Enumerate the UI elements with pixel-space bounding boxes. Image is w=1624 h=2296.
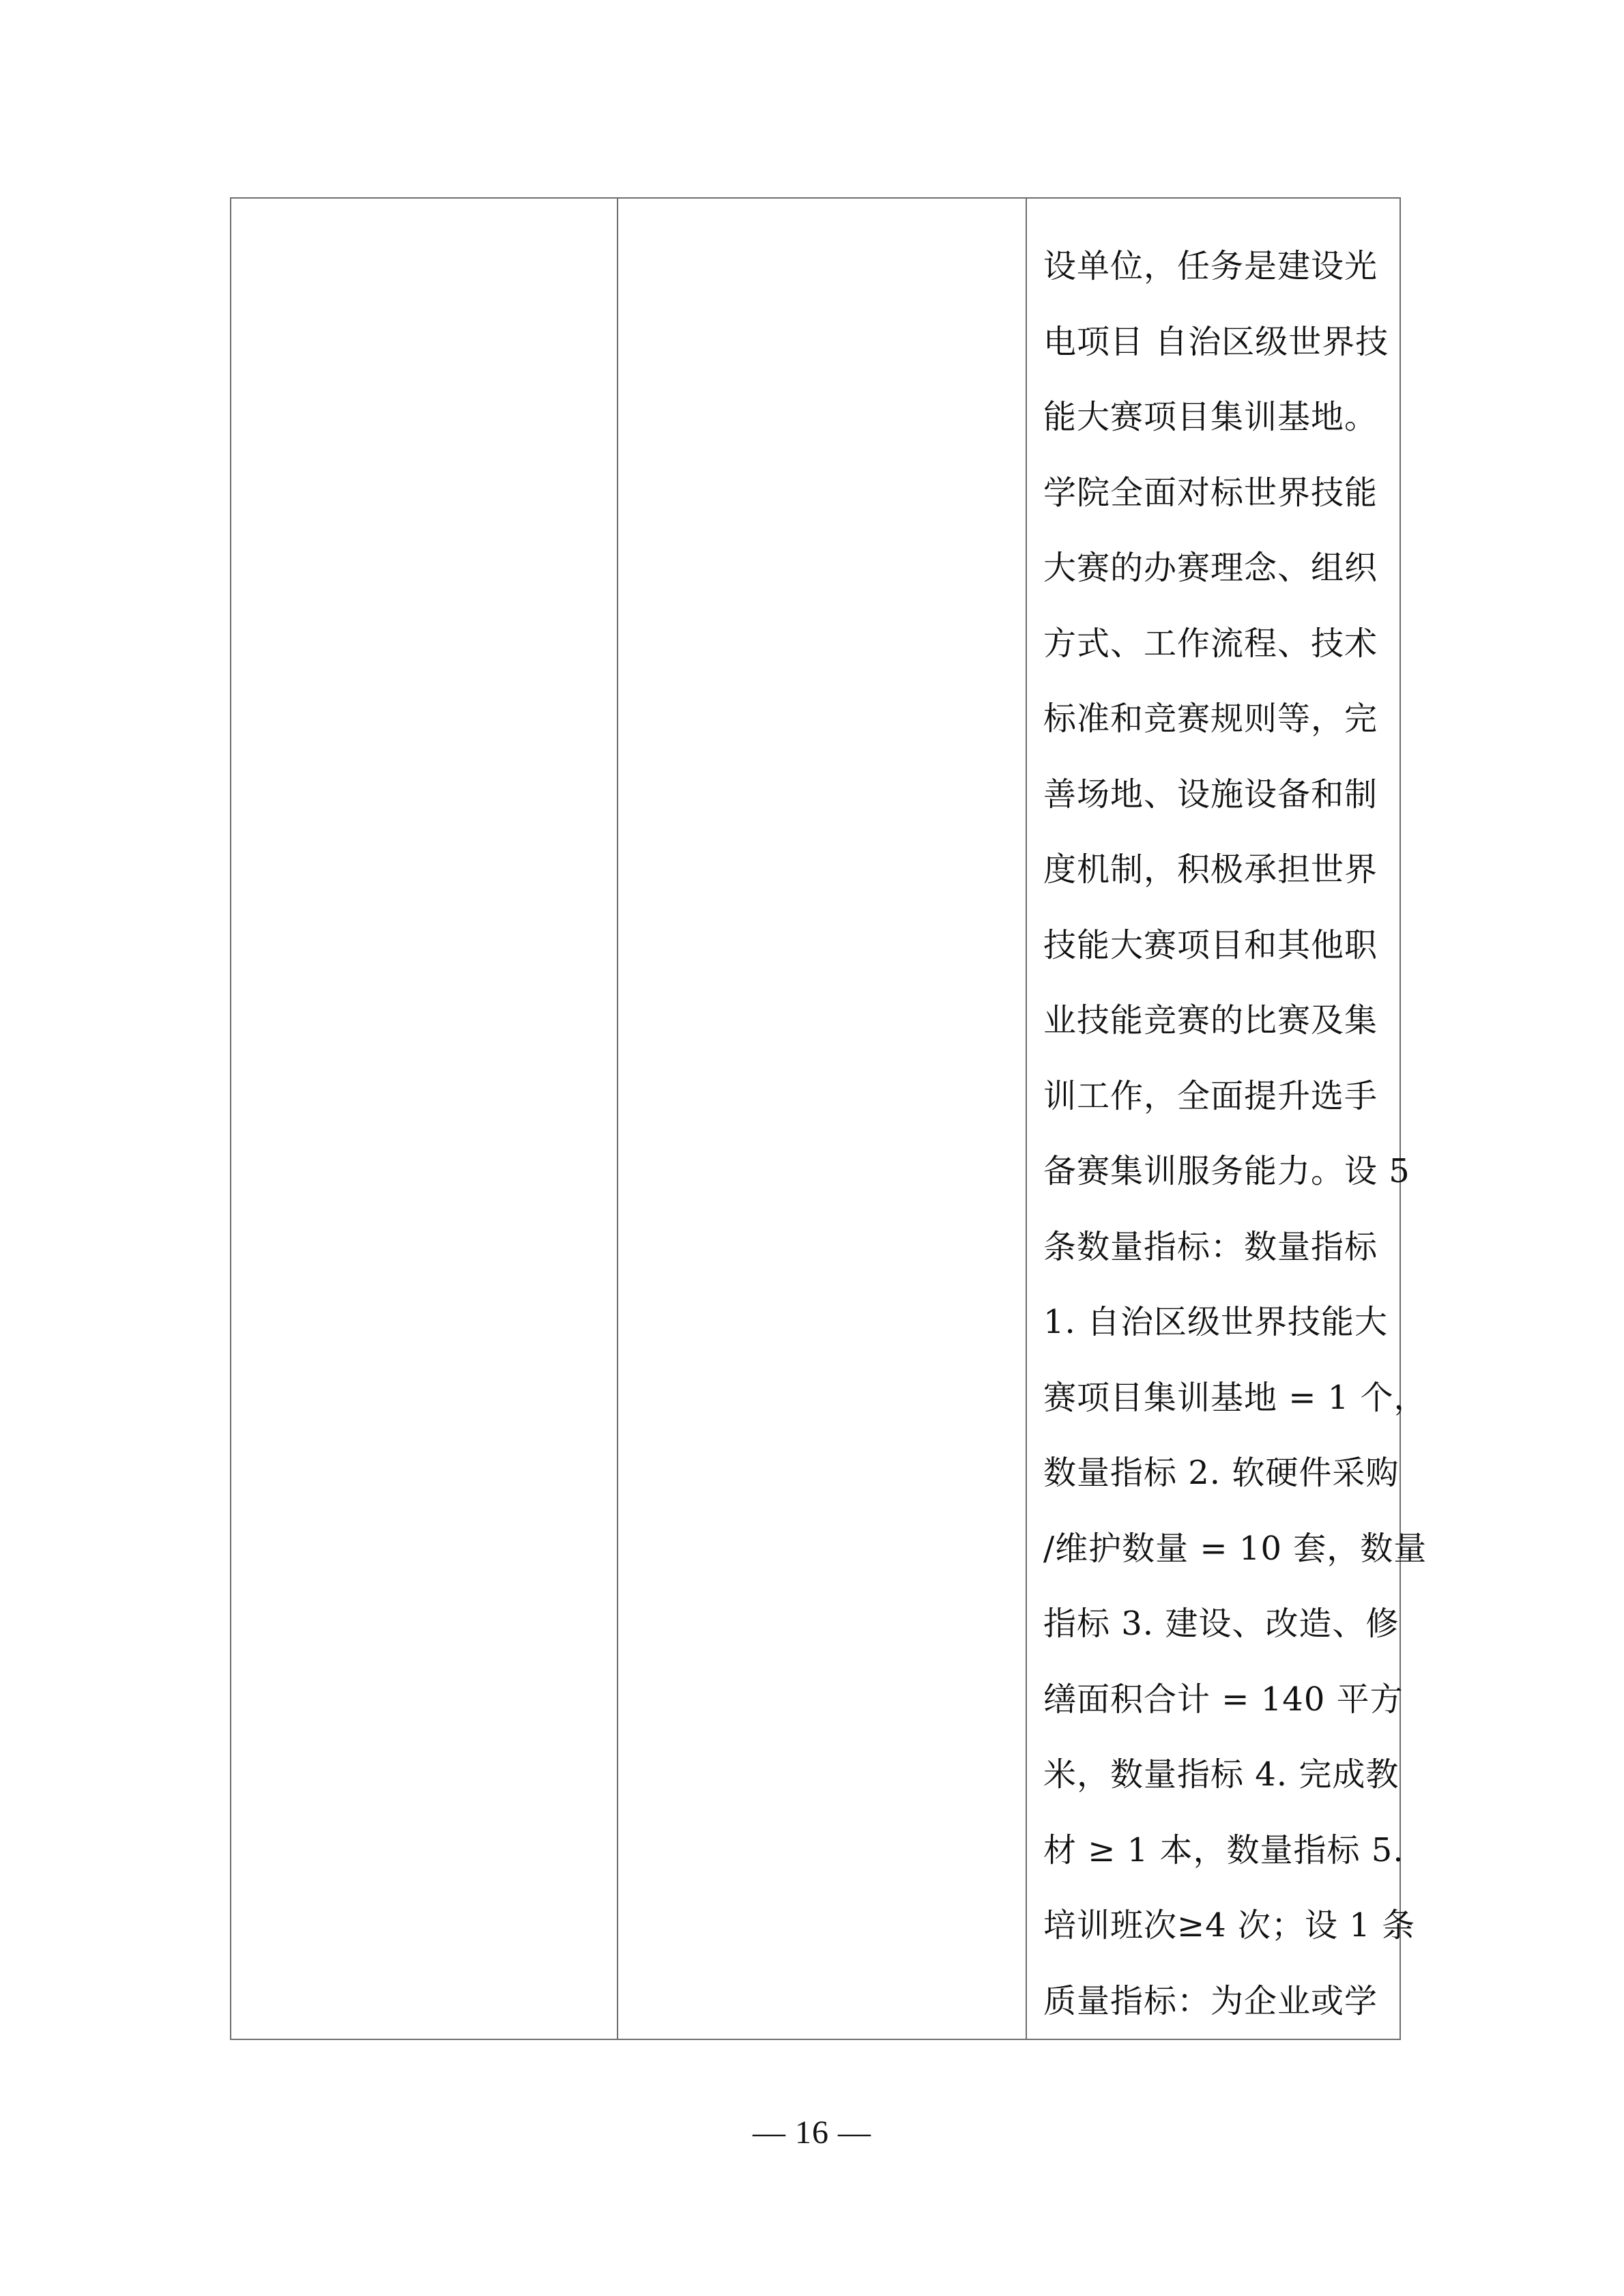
text-line: 设单位，任务是建设光 bbox=[1043, 247, 1378, 285]
text-line: 技能大赛项目和其他职 bbox=[1043, 925, 1378, 964]
text-line: 方式、工作流程、技术 bbox=[1043, 624, 1378, 663]
page-number: — 16 — bbox=[753, 2114, 871, 2151]
text-line: 数量指标 2. 软硬件采购 bbox=[1043, 1454, 1400, 1492]
text-line: 学院全面对标世界技能 bbox=[1043, 473, 1378, 512]
text-line: 度机制，积极承担世界 bbox=[1043, 850, 1378, 889]
text-line: 标准和竞赛规则等，完 bbox=[1043, 700, 1378, 738]
text-line: 缮面积合计 = 140 平方 bbox=[1043, 1680, 1404, 1719]
text-line: 质量指标：为企业或学 bbox=[1043, 1981, 1378, 2020]
table-column-2 bbox=[618, 199, 1027, 2039]
text-line: 1. 自治区级世界技能大 bbox=[1043, 1303, 1389, 1341]
text-line: 指标 3. 建设、改造、修 bbox=[1043, 1605, 1400, 1643]
text-line: 善场地、设施设备和制 bbox=[1043, 775, 1378, 814]
text-line: 业技能竞赛的比赛及集 bbox=[1043, 1001, 1378, 1039]
content-table bbox=[230, 197, 1427, 2040]
table-column-1 bbox=[231, 199, 618, 2039]
text-line: 材 ≥ 1 本，数量指标 5. bbox=[1043, 1831, 1404, 1869]
text-line: 大赛的办赛理念、组织 bbox=[1043, 549, 1378, 587]
text-line: 备赛集训服务能力。设 5 bbox=[1043, 1152, 1410, 1190]
column-3-text-block bbox=[1043, 229, 1427, 2039]
text-line: 培训班次≥4 次；设 1 条 bbox=[1043, 1906, 1416, 1945]
text-line: 电项目 自治区级世界技 bbox=[1043, 322, 1389, 361]
text-line: 能大赛项目集训基地。 bbox=[1043, 398, 1378, 436]
text-line: 赛项目集训基地 = 1 个， bbox=[1043, 1378, 1427, 1417]
text-line: 条数量指标：数量指标 bbox=[1043, 1227, 1378, 1266]
text-line: 米，数量指标 4. 完成教 bbox=[1043, 1755, 1400, 1794]
text-line: /维护数量 = 10 套，数量 bbox=[1043, 1529, 1427, 1568]
table-column-3 bbox=[1027, 199, 1427, 2039]
text-line: 训工作，全面提升选手 bbox=[1043, 1076, 1378, 1115]
